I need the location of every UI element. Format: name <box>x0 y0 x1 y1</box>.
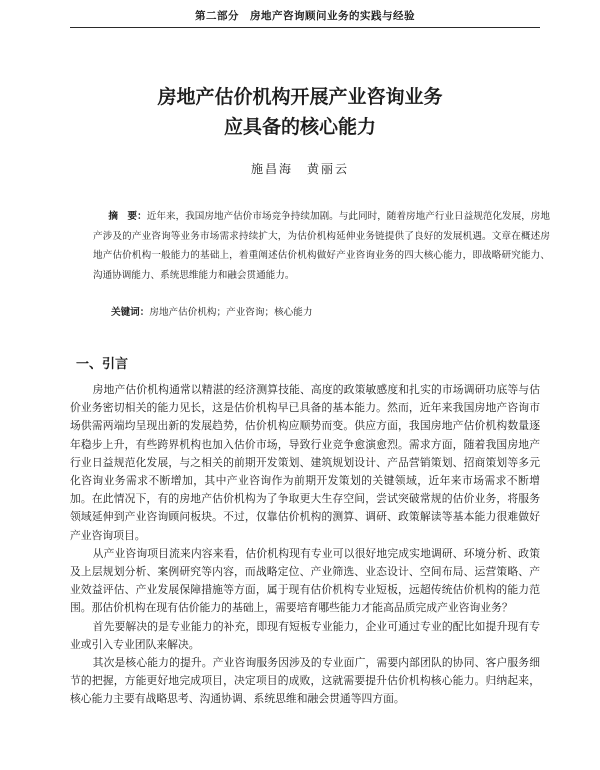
body-paragraph: 其次是核心能力的提升。产业咨询服务因涉及的专业面广，需要内部团队的协同、客户服务细节的把握，方能更好地完成项目，决定项目的成败，这就需要提升估价机构核心能力。归纳起来，核心能力主要有战略思考、沟通协调、系统思维和融会贯通等四方面。 <box>70 656 540 706</box>
section-heading: 一、引言 <box>76 357 129 372</box>
title-line-2: 应具备的核心能力 <box>223 116 376 138</box>
header-divider <box>70 27 540 28</box>
title-line-1: 房地产估价机构开展产业咨询业务 <box>157 86 443 108</box>
keywords <box>111 303 551 322</box>
running-header: 第二部分 房地产咨询顾问业务的实践与经验 <box>195 10 415 22</box>
body-paragraph: 从产业咨询项目流来内容来看，估价机构现有专业可以很好地完成实地调研、环境分析、政策及上层规划分析、案例研究等内容，而战略定位、产业筛选、业态设计、空间布局、运营策略、产业效益评估、产业发展保障措施等方面，属于现有估价机构专业短板，远超传统估价机构的能力范围。那估价机构在现有估价能力的基础上，需要培育哪些能力才能高品质完成产业咨询业务？ <box>70 546 540 615</box>
section-body <box>70 381 540 709</box>
keywords-text: 房地产估价机构；产业咨询；核心能力 <box>149 307 313 318</box>
abstract-label: 摘 要： <box>108 211 147 222</box>
article-title <box>60 82 540 142</box>
abstract-text: 近年来，我国房地产估价市场竞争持续加剧。与此同时，随着房地产行业日益规范化发展，房地产涉及的产业咨询等业务市场需求持续扩大，为估价机构延伸业务链提供了良好的发展机遇。文章在概述房地产估价机构一般能力的基础上，着重阐述估价机构做好产业咨询业务的四大核心能力，即战略研究能力、沟通协调能力、系统思维能力和融会贯通能力。 <box>93 211 551 281</box>
author-names: 施昌海 黄丽云 <box>250 162 349 176</box>
keywords-label: 关键词： <box>111 307 150 318</box>
abstract <box>93 207 550 285</box>
body-paragraph: 首先要解决的是专业能力的补充，即现有短板专业能力，企业可通过专业的配比如提升现有专业或引入专业团队来解决。 <box>70 619 540 651</box>
body-paragraph: 房地产估价机构通常以精湛的经济测算技能、高度的政策敏感度和扎实的市场调研功底等与估价业务密切相关的能力见长，这是估价机构早已具备的基本能力。然而，近年来我国房地产咨询市场供需两端均呈现出新的发展趋势，估价机构应顺势而变。供应方面，我国房地产估价机构数量逐年稳步上升，有些跨界机构也加入估价市场，导致行业竞争愈演愈烈。需求方面，随着我国房地产行业日益规范化发展，与之相关的前期开发策划、建筑规划设计、产品营销策划、招商策划等多元化咨询业务需求不断增加，其中产业咨询作为前期开发策划的关键领域，近年来市场需求不断增加。在此情况下，有的房地产估价机构为了争取更大生存空间，尝试突破常规的估价业务，将服务领域延伸到产业咨询顾问板块。不过，仅靠估价机构的测算、调研、政策解读等基本能力很难做好产业咨询项目。 <box>70 383 540 542</box>
